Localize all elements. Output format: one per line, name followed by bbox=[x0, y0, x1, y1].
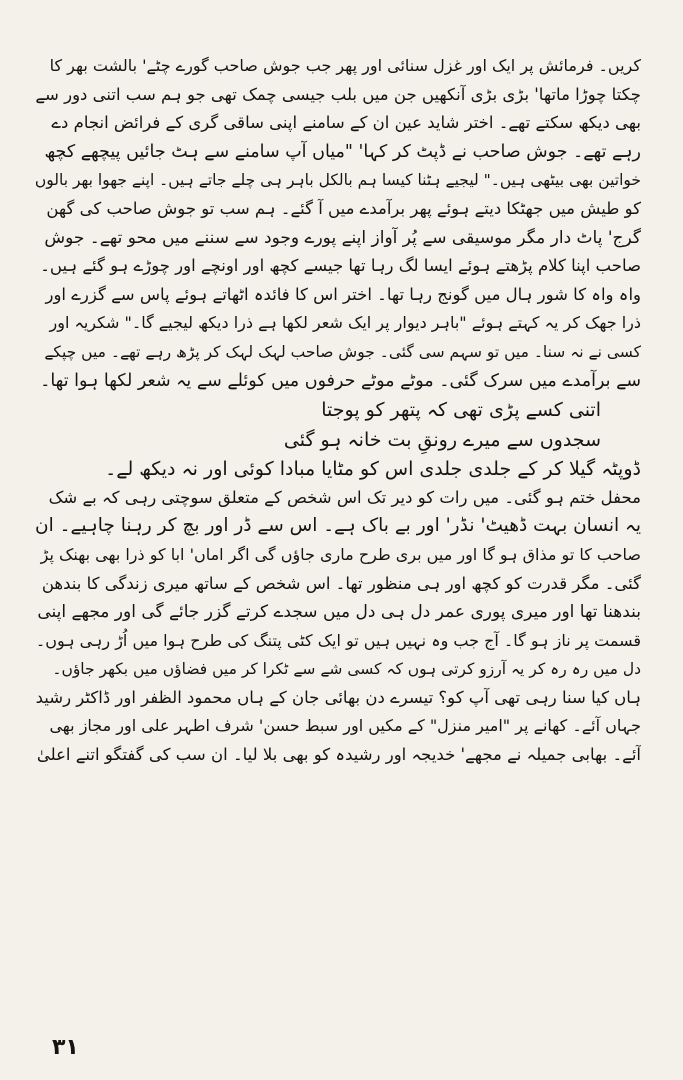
text-line: واہ واہ کا شور ہال میں گونج رہا تھا۔ اختر اس کا فائدہ اٹھاتے ہوئے پاس سے گزرے اور bbox=[45, 284, 641, 304]
text-line: جہاں آئے۔ کھانے پر "امیر منزل" کے مکیں اور سبط حسن' شرف اطہر علی اور مجاز بھی bbox=[49, 716, 641, 736]
text-line: کسی نے نہ سنا۔ میں تو سہم سی گئی۔ جوش صاحب لہک لہک کر پڑھ رہے تھے۔ میں چپکے bbox=[44, 342, 641, 361]
text-line: خواتین بھی بیٹھی ہیں۔" لیجیے ہٹنا کیسا ہم بالکل باہر ہی چلے جاتے ہیں۔ اپنے جھوا بھر بالوں bbox=[34, 171, 641, 190]
text-line: رہے تھے۔ جوش صاحب نے ڈپٹ کر کہا' "میاں آپ سامنے سے ہٹ جائیں پیچھے کچھ bbox=[44, 141, 641, 162]
text-line: کو طیش میں جھٹکا دیتے ہوئے پھر برآمدے میں آ گئے۔ ہم سب تو جوش صاحب کی گھن bbox=[46, 198, 641, 218]
text-line: چکتا چوڑا ماتھا' بڑی بڑی آنکھیں جن میں بلب جیسی چمک تھی جو ہم سب اتنی دور سے bbox=[35, 84, 641, 104]
text-line: آئے۔ بھابی جمیلہ نے مجھے' خدیجہ اور رشیدہ کو بھی بلا لیا۔ ان سب کی گفتگو اتنے اعلیٰ bbox=[36, 745, 641, 765]
paragraph-bottom bbox=[34, 455, 641, 770]
text-line: گئی۔ مگر قدرت کو کچھ اور ہی منظور تھا۔ اس شخص کے ساتھ میری زندگی کا بندھن bbox=[41, 573, 641, 593]
text-line: کریں۔ فرمائش پر ایک اور غزل سنائی اور پھر جب جوش صاحب گورے چٹے' بالشت بھر کا bbox=[49, 56, 641, 75]
text-line: بھی دیکھ سکتے تھے۔ اختر شاید عین ان کے سامنے اپنی ساقی گری کے فرائض انجام دے bbox=[51, 113, 641, 133]
page-number: ۳۱ bbox=[52, 1035, 79, 1060]
couplet bbox=[34, 395, 641, 455]
text-line: یہ انسان بہت ڈھیٹ' نڈر' اور بے باک ہے۔ اس سے ڈر اور بچ کر رہنا چاہیے۔ ان bbox=[35, 515, 641, 537]
text-line: ہاں کیا سنا رہی تھی آپ کو؟ تیسرے دن بھائی جان کے ہاں محمود الظفر اور ڈاکٹر رشید bbox=[35, 687, 641, 707]
text-line: سے برآمدے میں سرک گئی۔ موٹے موٹے حرفوں میں کوئلے سے یہ شعر لکھا ہوا تھا۔ bbox=[40, 370, 641, 391]
verse-line: سجدوں سے میرے رونقِ بت خانہ ہو گئی bbox=[283, 429, 601, 452]
text-line: ذرا جھک کر یہ کہتے ہوئے "باہر دیوار پر ایک شعر لکھا ہے ذرا دیکھ لیجیے گا۔" شکریہ اور bbox=[49, 313, 641, 333]
text-line: محفل ختم ہو گئی۔ میں رات کو دیر تک اس شخص کے متعلق سوچتی رہی کہ بے شک bbox=[48, 487, 641, 507]
text-line: بندھنا تھا اور میری پوری عمر دل ہی دل میں سجدے کرتے گزر جائے گی اور مجھے اپنی bbox=[37, 602, 641, 623]
paragraph-top bbox=[34, 52, 641, 395]
body-text bbox=[34, 52, 641, 770]
text-line: صاحب اپنا کلام پڑھتے ہوئے ایسا لگ رہا تھا جیسے کچھ اور اونچے اور چوڑے ہو گئے ہیں۔ bbox=[40, 256, 641, 276]
verse-line: اتنی کسے پڑی تھی کہ پتھر کو پوجتا bbox=[321, 399, 601, 422]
text-line: گرج' پاٹ دار مگر موسیقی سے پُر آواز اپنے پورے وجود سے سننے میں محو تھے۔ جوش bbox=[44, 227, 641, 248]
text-line: ڈوپٹہ گیلا کر کے جلدی جلدی اس کو مٹایا مبادا کوئی اور نہ دیکھ لے۔ bbox=[105, 458, 641, 481]
text-line: قسمت پر ناز ہو گا۔ آج جب وہ نہیں ہیں تو ایک کٹی پتنگ کی طرح ہوا میں اُڑ رہی ہوں۔ bbox=[35, 630, 641, 650]
text-line: صاحب کا تو مذاق ہو گا اور میں بری طرح ماری جاؤں گی اگر اماں' ابا کو ذرا بھی بھنک پڑ bbox=[40, 544, 641, 564]
text-line: دل میں رہ رہ کر یہ آرزو کرتی ہوں کہ کسی شے سے ٹکرا کر میں فضاؤں میں بکھر جاؤں۔ bbox=[52, 660, 641, 679]
